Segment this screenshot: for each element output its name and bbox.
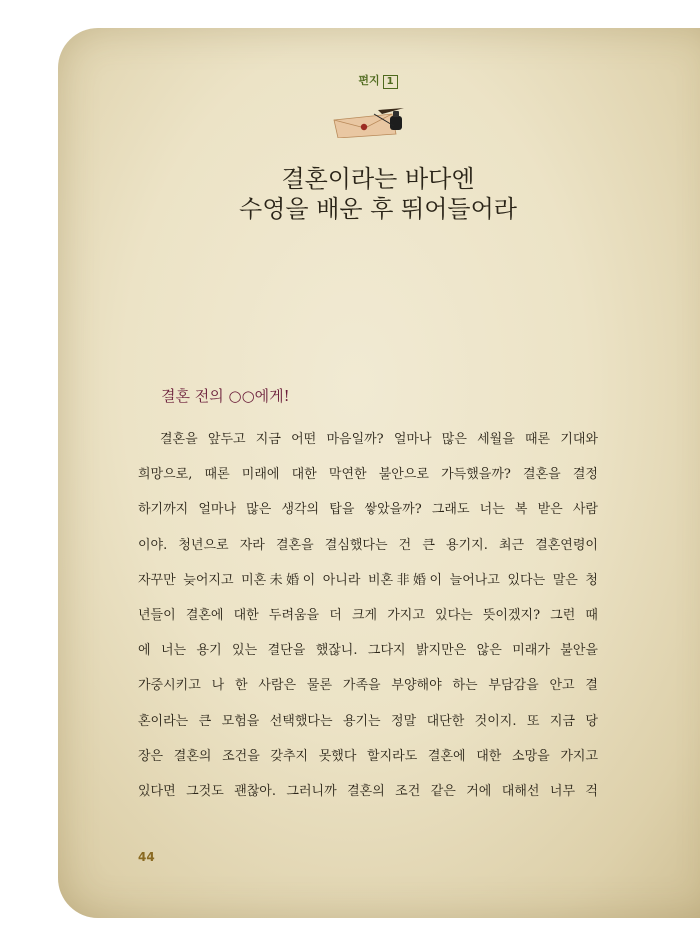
body-paragraph (138, 422, 598, 809)
body-line: 있다면 그것도 괜찮아. 그러니까 결혼의 조건 같은 거에 대해선 너무 걱 (138, 784, 598, 800)
body-line: 년들이 결혼에 대한 두려움을 더 크게 가지고 있다는 뜻이겠지? 그런 때 (138, 608, 598, 624)
section-heading: 결혼 전의 ○○에게! (161, 387, 290, 405)
body-line: 결혼을 앞두고 지금 어떤 마음일까? 얼마나 많은 세월을 때론 기대와 (160, 432, 598, 447)
body-line: 자꾸만 늦어지고 미혼未婚이 아니라 비혼非婚이 늘어나고 있다는 말은 청 (138, 572, 598, 588)
book-page (58, 28, 700, 918)
title-line-1: 결혼이라는 바다엔 (281, 165, 475, 193)
chapter-label-text: 편지 (358, 74, 380, 87)
body-line: 이야. 청년으로 자라 결혼을 결심했다는 건 큰 용기지. 최근 결혼연령이 (138, 537, 598, 553)
chapter-number-badge: 1 (383, 75, 398, 89)
body-line: 하기까지 얼마나 많은 생각의 탑을 쌓았을까? 그래도 너는 복 받은 사람 (138, 502, 598, 518)
body-line: 에 너는 용기 있는 결단을 했잖니. 그다지 밝지만은 않은 미래가 불안을 (138, 643, 598, 659)
body-line: 장은 결혼의 조건을 갖추지 못했다 할지라도 결혼에 대한 소망을 가지고 (138, 748, 598, 764)
body-line: 혼이라는 큰 모험을 선택했다는 용기는 정말 대단한 것이지. 또 지금 당 (138, 713, 598, 729)
chapter-label (58, 72, 698, 89)
body-line: 희망으로, 때론 미래에 대한 막연한 불안으로 가득했을까? 결혼을 결정 (138, 467, 598, 483)
envelope-and-ink-icon (330, 106, 410, 138)
body-line: 가중시키고 나 한 사람은 물론 가족을 부양해야 하는 부담감을 안고 결 (138, 678, 598, 694)
page-number: 44 (138, 850, 155, 864)
page-title (58, 164, 698, 224)
title-line-2: 수영을 배운 후 뛰어들어라 (239, 195, 517, 223)
